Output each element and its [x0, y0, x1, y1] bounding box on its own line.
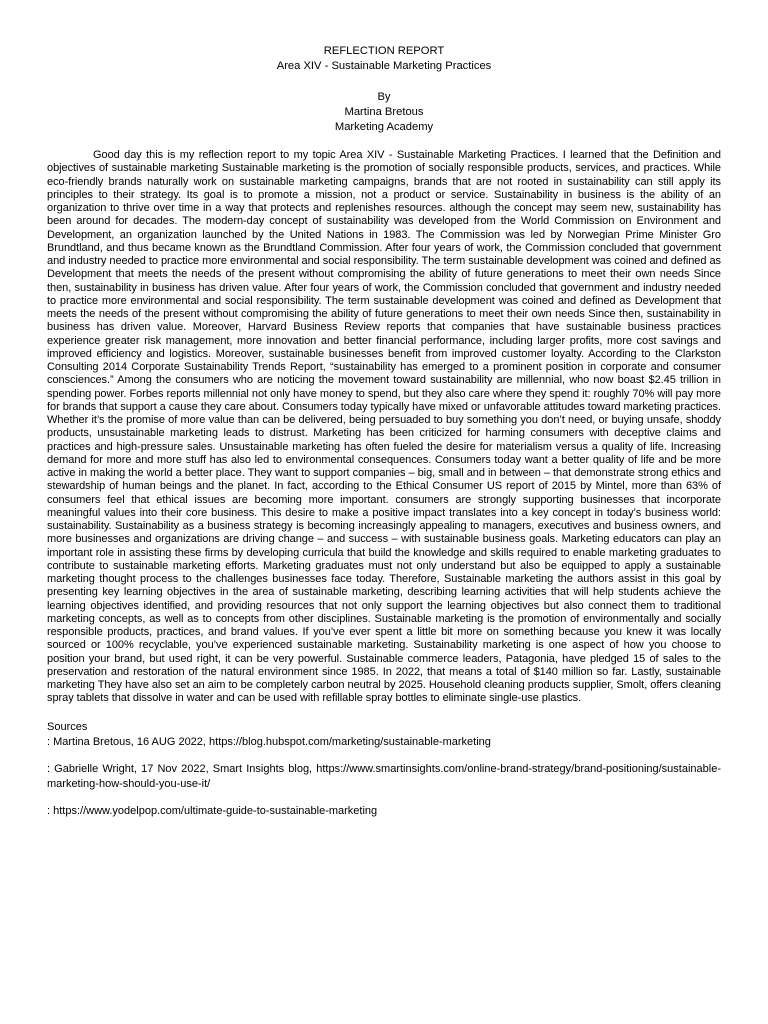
- report-subtitle: Area XIV - Sustainable Marketing Practices: [276, 60, 492, 73]
- header-spacer: [47, 74, 721, 89]
- source-item: : Gabrielle Wright, 17 Nov 2022, Smart Insights blog, https://www.smartinsights.com/online-brand-strategy/brand-positioning/sustainable-marketing-how-should-you-use-it/: [47, 762, 721, 790]
- organization-name: Marketing Academy: [334, 121, 434, 133]
- source-item: : Martina Bretous, 16 AUG 2022, https://blog.hubspot.com/marketing/sustainable-marketing: [47, 735, 491, 748]
- report-title: REFLECTION REPORT: [323, 45, 445, 57]
- sources-heading: Sources: [47, 720, 88, 733]
- report-header: [47, 44, 721, 135]
- by-label: By: [377, 90, 391, 103]
- document-page: [47, 44, 721, 831]
- author-name: Martina Bretous: [344, 105, 424, 118]
- sources-section: [47, 720, 721, 819]
- source-item: : https://www.yodelpop.com/ultimate-guide-to-sustainable-marketing: [47, 804, 378, 817]
- report-body-paragraph: Good day this is my reflection report to my topic Area XIV - Sustainable Marketing Practices. I learned that the Definition and objectives of sustainable marketing Sustainable marketing is the promotion of socially responsible products, services, and practices. While eco-friendly brands naturally work on sustainable marketing campaigns, brands that are not rooted in sustainability can still apply its principles to their strategy. Its goal is to promote a mission, not a product or service. Sustainability in business is the ability of an organization to thrive over time in a way that protects and replenishes resources. although the concept may seem new, sustainability has been around for decades. The modern-day concept of sustainability was developed from the World Commission on Environment and Development, an organization launched by the United Nations in 1983. The Commission was led by Norwegian Prime Minister Gro Brundtland, and thus became known as the Brundtland Commission. After four years of work, the Commission concluded that government and industry needed to practice more environmental and social responsibility. The term sustainable development was coined and defined as Development that meets the needs of the present without compromising the ability of future generations to meet their own needs Since then, sustainability in business has driven value. After four years of work, the Commission concluded that government and industry needed to practice more environmental and social responsibility. The term sustainable development was coined and defined as Development that meets the needs of the present without compromising the ability of future generations to meet their own needs Since then, sustainability in business has driven value. Moreover, Harvard Business Review reports that companies that have sustainable business practices experience greater risk management, more innovation and better financial performance, including larger profits, more cost savings and improved efficiency and logistics. Moreover, sustainable businesses benefit from improved customer loyalty. According to the Clarkston Consulting 2014 Corporate Sustainability Trends Report, “sustainability has emerged to a prominent position in corporate and consumer consciences.” Among the consumers who are noticing the movement toward sustainability are millennial, who now boast $2.45 trillion in spending power. Forbes reports millennial not only have money to spend, but they also care where they spend it: roughly 70% will pay more for brands that support a cause they care about. Consumers today typically have mixed or unfavorable attitudes toward marketing practices. Whether it’s the promise of more value than can be delivered, being persuaded to buy something you don’t need, or buying unsafe, shoddy products, unsustainable marketing leads to distrust. Marketing has been criticized for harming consumers with deceptive claims and practices and high-pressure sales. Unsustainable marketing has often fueled the desire for materialism versus a quality of life. Increasing demand for more and more stuff has also led to environmental consequences. Consumers today want a better quality of life and be more active in making the world a better place. They want to support companies – big, small and in between – that demonstrate strong ethics and stewardship of human beings and the planet. In fact, according to the Ethical Consumer US report of 2015 by Mintel, more than 63% of consumers feel that ethical issues are becoming more important. consumers are strongly supporting businesses that incorporate meaningful values into their core business. This desire to make a positive impact translates into a key concept in today’s business world: sustainability. Sustainability as a business strategy is becoming increasingly appealing to managers, executives and business owners, and more businesses and organizations are driving change – and success – with sustainable business goals. Marketing educators can play an important role in assisting these firms by developing curricula that build the knowledge and skills required to enable marketing graduates to contribute to sustainable marketing efforts. Marketing graduates must not only understand but also be equipped to apply a sustainable marketing thought process to the challenges businesses face today. Therefore, Sustainable marketing the authors assist in this goal by presenting key learning objectives in the area of sustainable marketing, describing learning activities that will help students achieve the learning objectives identified, and providing resources that not only support the learning objectives but also connect them to traditional marketing concepts, as well as to concepts from other disciplines. Sustainable marketing is the promotion of environmentally and socially responsible products, practices, and brand values. If you’ve ever spent a little bit more on something because you knew it was locally sourced or 100% recyclable, you’ve experienced sustainable marketing. Sustainability marketing is one aspect of how you choose to position your brand, but used right, it can be very powerful. Sustainable commerce leaders, Patagonia, have pledged 15 of sales to the preservation and restoration of the natural environment since 1985. In 2022, that means a total of $140 million so far. Lastly, sustainable marketing They have also set an aim to be completely carbon neutral by 2025. Household cleaning products supplier, Smolt, offers cleaning spray tablets that dissolve in water and can be used with refillable spray bottles to eliminate single-use plastics.: [47, 149, 721, 705]
